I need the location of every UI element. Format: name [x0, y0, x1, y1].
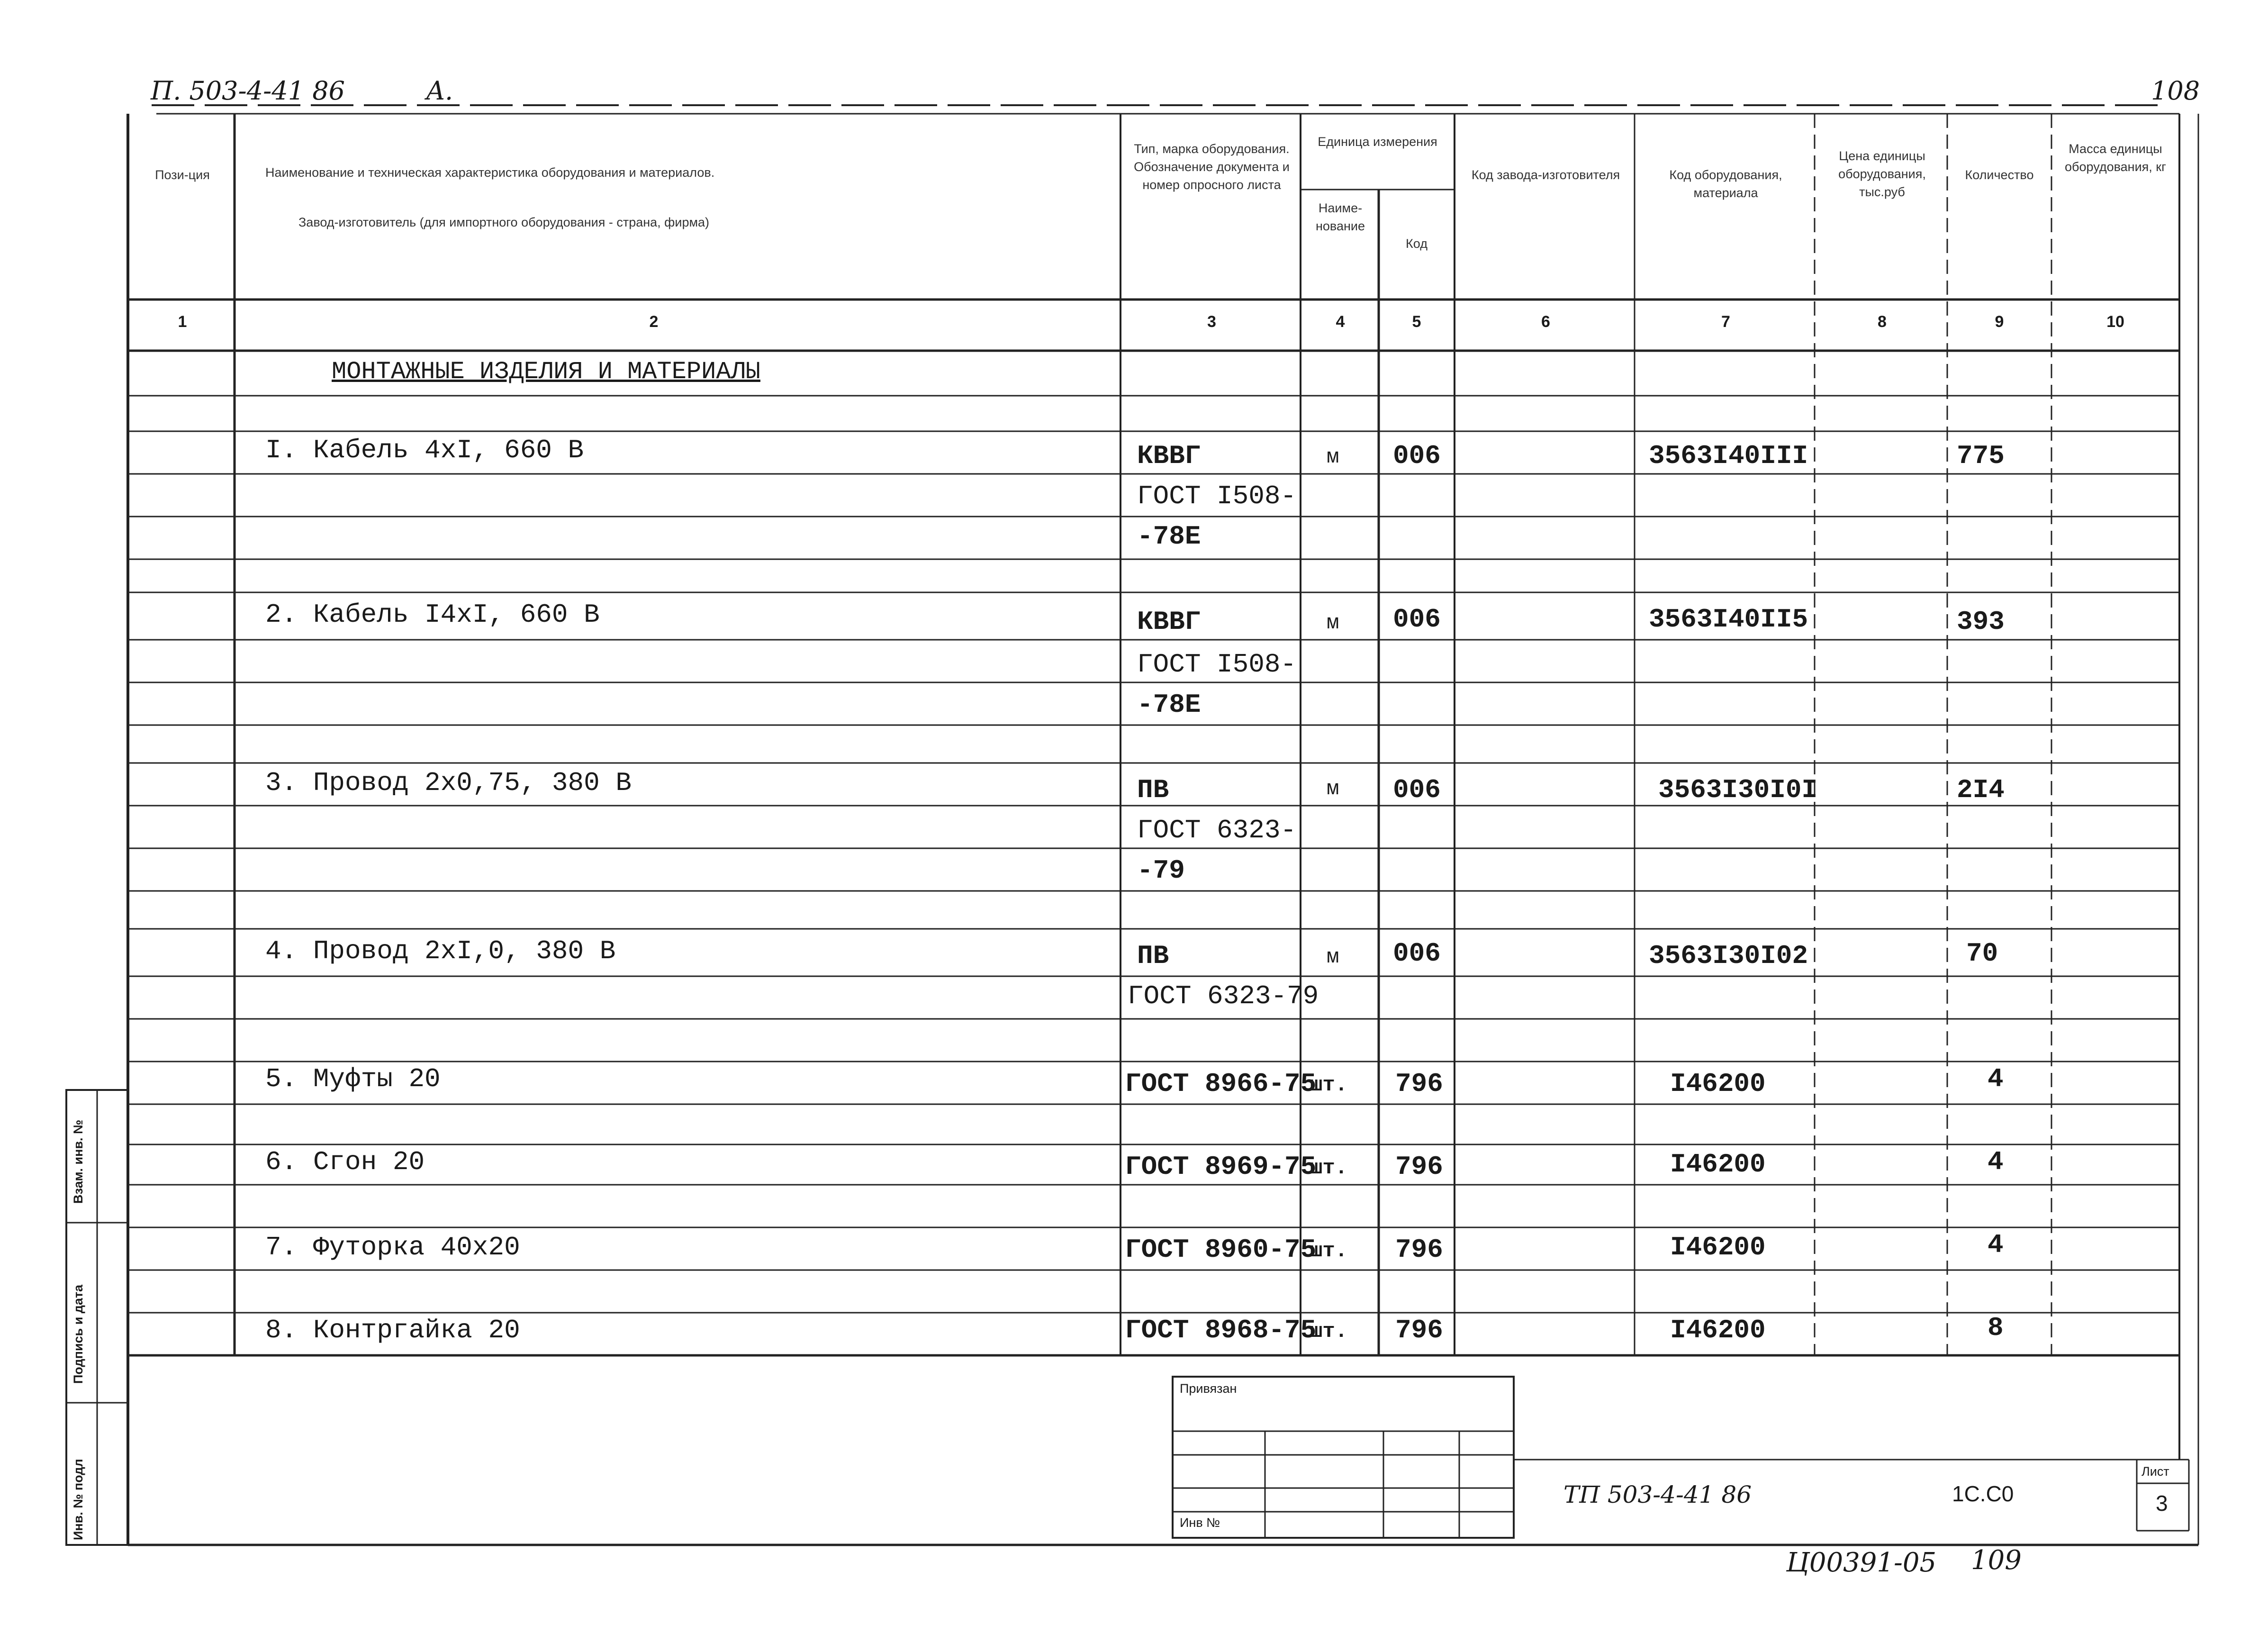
- item-code: I46200: [1670, 1149, 1766, 1180]
- item-qty: 8: [1988, 1313, 2004, 1343]
- item-code: 3563I30I02: [1649, 941, 1808, 971]
- header-equipment-code: Код оборудования, материала: [1669, 168, 1782, 200]
- item-unit: м: [1327, 945, 1339, 969]
- item-qty: 393: [1957, 607, 2005, 637]
- side-label-vzam: Взам. инв. №: [71, 1119, 85, 1204]
- col-number-9: 9: [1995, 313, 2004, 331]
- item-doc: ГОСТ 6323-: [1137, 815, 1297, 845]
- item-doc: ГОСТ 6323-79: [1128, 981, 1319, 1011]
- item-doc: -78Е: [1137, 521, 1201, 552]
- header-unit-name: Наиме-нование: [1316, 201, 1365, 233]
- item-unit-code: 006: [1393, 604, 1441, 635]
- item-unit: шт.: [1310, 1156, 1348, 1180]
- item-code: 3563I40II5: [1649, 604, 1808, 635]
- item-name: 4. Провод 2хI,0, 380 В: [265, 936, 616, 966]
- header-unit-group: Единица измерения: [1318, 135, 1437, 149]
- item-type: ПВ: [1137, 775, 1169, 805]
- stamp-privyazan: Привязан: [1180, 1381, 1237, 1396]
- header-mass: Масса единицы оборудования, кг: [2065, 142, 2166, 174]
- doc-code-top: П. 503-4-41 86: [151, 76, 345, 106]
- item-unit: м: [1327, 445, 1339, 469]
- header-name-line1: Наименование и техническая характеристика оборудования и материалов.: [265, 165, 715, 180]
- item-unit-code: 796: [1395, 1069, 1443, 1099]
- header-factory-code: Код завода-изготовителя: [1471, 168, 1620, 182]
- item-type: КВВГ: [1137, 441, 1201, 471]
- header-position: Пози-ция: [155, 168, 210, 182]
- col-number-7: 7: [1721, 313, 1730, 331]
- col-number-4: 4: [1336, 313, 1345, 331]
- footer-code: Ц00391-05: [1786, 1547, 1937, 1578]
- item-qty: 4: [1988, 1147, 2004, 1177]
- item-type: КВВГ: [1137, 607, 1201, 637]
- item-unit-code: 006: [1393, 938, 1441, 969]
- stamp-inv-no: Инв №: [1180, 1516, 1220, 1530]
- header-unit-code: Код: [1406, 236, 1428, 251]
- item-type: ГОСТ 8969-75: [1125, 1152, 1317, 1182]
- page-number-top: 108: [2151, 76, 2200, 106]
- item-qty: 4: [1988, 1230, 2004, 1260]
- item-name: 3. Провод 2х0,75, 380 В: [265, 768, 632, 798]
- item-code: I46200: [1670, 1315, 1766, 1345]
- stamp-list-number: 3: [2156, 1491, 2168, 1516]
- item-type: ГОСТ 8968-75: [1125, 1315, 1317, 1345]
- item-unit-code: 006: [1393, 775, 1441, 805]
- col-number-5: 5: [1412, 313, 1421, 331]
- item-name: 8. Контргайка 20: [265, 1315, 520, 1345]
- item-unit: шт.: [1310, 1239, 1348, 1263]
- item-doc: ГОСТ I508-: [1137, 481, 1297, 511]
- col-number-8: 8: [1878, 313, 1887, 331]
- item-doc: -78Е: [1137, 690, 1201, 720]
- stamp-sheet-code: 1С.С0: [1952, 1481, 2014, 1506]
- item-unit: м: [1327, 611, 1339, 635]
- item-name: 2. Кабель I4хI, 660 В: [265, 599, 600, 630]
- item-type: ПВ: [1137, 941, 1169, 971]
- item-code: I46200: [1670, 1232, 1766, 1262]
- item-code: 3563I30I0I: [1658, 775, 1818, 805]
- sheet-mark-top: A.: [426, 76, 453, 106]
- item-unit-code: 796: [1395, 1235, 1443, 1265]
- item-type: ГОСТ 8966-75: [1125, 1069, 1317, 1099]
- col-number-1: 1: [178, 313, 187, 331]
- header-type: Тип, марка оборудования. Обозначение документа и номер опросного листа: [1134, 142, 1290, 192]
- item-qty: 775: [1957, 441, 2005, 471]
- footer-page: 109: [1971, 1545, 2022, 1576]
- item-qty: 70: [1966, 938, 1998, 969]
- item-type: ГОСТ 8960-75: [1125, 1235, 1317, 1265]
- stamp-list-label: Лист: [2141, 1464, 2169, 1479]
- item-code: I46200: [1670, 1069, 1766, 1099]
- item-code: 3563I40III: [1649, 441, 1808, 471]
- item-unit-code: 006: [1393, 441, 1441, 471]
- item-name: 7. Футорка 40х20: [265, 1232, 520, 1262]
- item-doc: ГОСТ I508-: [1137, 649, 1297, 680]
- col-number-10: 10: [2106, 313, 2124, 331]
- header-quantity: Количество: [1965, 168, 2034, 182]
- item-unit: шт.: [1310, 1073, 1348, 1097]
- col-number-6: 6: [1541, 313, 1550, 331]
- header-price: Цена единицы оборудования, тыс.руб: [1838, 149, 1926, 199]
- col-number-3: 3: [1207, 313, 1216, 331]
- item-name: 5. Муфты 20: [265, 1064, 441, 1094]
- stamp-doc-code: ТП 503-4-41 86: [1563, 1481, 1752, 1508]
- section-title: МОНТАЖНЫЕ ИЗДЕЛИЯ И МАТЕРИАЛЫ: [332, 358, 760, 386]
- item-name: I. Кабель 4хI, 660 В: [265, 435, 584, 465]
- item-doc: -79: [1137, 855, 1185, 886]
- item-unit: м: [1327, 777, 1339, 801]
- col-number-2: 2: [649, 313, 659, 331]
- header-name-line2: Завод-изготовитель (для импортного оборудования - страна, фирма): [298, 215, 710, 229]
- item-qty: 4: [1988, 1064, 2004, 1094]
- item-qty: 2I4: [1957, 775, 2005, 805]
- item-unit: шт.: [1310, 1320, 1348, 1344]
- side-label-podpis: Подпись и дата: [71, 1284, 85, 1384]
- item-unit-code: 796: [1395, 1315, 1443, 1345]
- item-unit-code: 796: [1395, 1152, 1443, 1182]
- side-label-inv-podl: Инв. № подл: [71, 1459, 85, 1540]
- item-name: 6. Сгон 20: [265, 1147, 425, 1177]
